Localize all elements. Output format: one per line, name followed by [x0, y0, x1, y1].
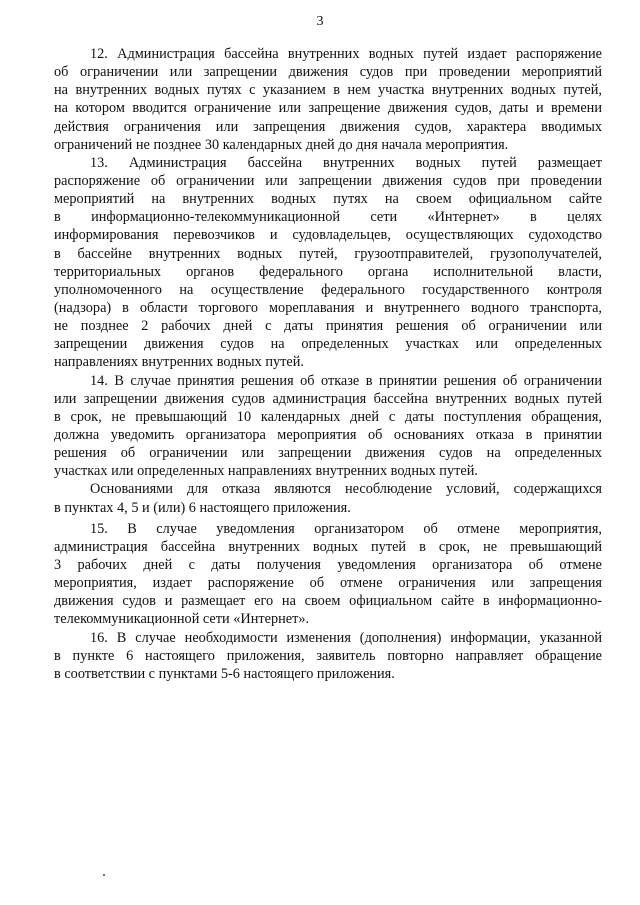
text-line: информирования перевозчиков и судовладельцев, осуществляющих судоходство: [54, 227, 602, 244]
text-line: 12. Администрация бассейна внутренних водных путей издает распоряжение: [90, 46, 602, 62]
text-line: на котором вводится ограничение или запрещение движения судов, даты и времени: [54, 100, 602, 117]
text-line: территориальных органов федерального органа исполнительной власти,: [54, 263, 602, 280]
text-line: 3 рабочих дней с даты получения уведомления организатора об отмене: [54, 556, 602, 573]
text-line: на внутренних водных путях с указанием в нем участка внутренних водных путей,: [54, 82, 602, 99]
paragraph-p13: [54, 154, 602, 372]
text-line: не позднее 2 рабочих дней с даты принятия решения об ограничении или: [54, 318, 602, 335]
text-line: мероприятия, издает распоряжение об отмене ограничения или запрещения: [54, 575, 602, 592]
text-line: направлениях внутренних водных путей.: [54, 354, 304, 371]
page-number: 3: [316, 14, 324, 29]
text-line: в срок, не превышающий 10 календарных дней с даты поступления обращения,: [54, 408, 602, 425]
text-line: в соответствии с пунктами 5-6 настоящего приложения.: [54, 665, 395, 682]
text-line: участках или определенных направлениях внутренних водных путей.: [54, 463, 478, 480]
scan-speck: [103, 874, 105, 876]
paragraph-p14b: [54, 480, 602, 516]
text-line: решения об ограничении или запрещении движения судов на определенных: [54, 445, 602, 462]
text-line: должна уведомить организатора мероприятия об основаниях отказа в принятии: [54, 426, 602, 443]
text-line: 16. В случае необходимости изменения (дополнения) информации, указанной: [90, 629, 602, 646]
text-line: 14. В случае принятия решения об отказе в принятии решения об ограничении: [90, 372, 602, 389]
text-line: в бассейне внутренних водных путей, грузоотправителей, грузополучателей,: [54, 245, 602, 262]
text-line: уполномоченного на осуществление федерального государственного контроля: [54, 281, 602, 298]
text-line: в пункте 6 настоящего приложения, заявитель повторно направляет обращение: [54, 647, 602, 664]
paragraph-p15: [54, 520, 602, 629]
text-line: ограничений не позднее 30 календарных дней до дня начала мероприятия.: [54, 136, 509, 153]
text-line: 13. Администрация бассейна внутренних водных путей размещает: [90, 154, 602, 171]
document-body: [54, 45, 602, 683]
text-line: в пунктах 4, 5 и (или) 6 настоящего приложения.: [54, 499, 351, 516]
text-line: телекоммуникационной сети «Интернет».: [54, 611, 310, 628]
text-line: (надзора) в области торгового мореплавания и внутреннего водного транспорта,: [54, 299, 602, 316]
paragraph-p16: [54, 629, 602, 683]
text-line: Основаниями для отказа являются несоблюдение условий, содержащихся: [90, 481, 602, 498]
text-line: 15. В случае уведомления организатором об отмене мероприятия,: [90, 520, 602, 537]
text-line: действия ограничения или запрещения движения судов, характера вводимых: [54, 118, 602, 135]
text-line: в информационно-телекоммуникационной сети «Интернет» в целях: [54, 209, 602, 226]
paragraph-p12: [54, 45, 602, 154]
text-line: распоряжение об ограничении или запрещении движения судов при проведении: [54, 172, 602, 189]
text-line: движения судов и размещает его на своем официальном сайте в информационно-: [54, 593, 602, 610]
text-line: запрещении движения судов на определенных участках или определенных: [54, 336, 602, 353]
text-line: об ограничении или запрещении движения судов при проведении мероприятий: [54, 64, 602, 81]
paragraph-p14: [54, 372, 602, 481]
text-line: администрация бассейна внутренних водных путей в срок, не превышающий: [54, 538, 602, 555]
text-line: или запрещении движения судов администрация бассейна внутренних водных путей: [54, 390, 602, 407]
text-line: мероприятий на внутренних водных путях на своем официальном сайте: [54, 191, 602, 208]
